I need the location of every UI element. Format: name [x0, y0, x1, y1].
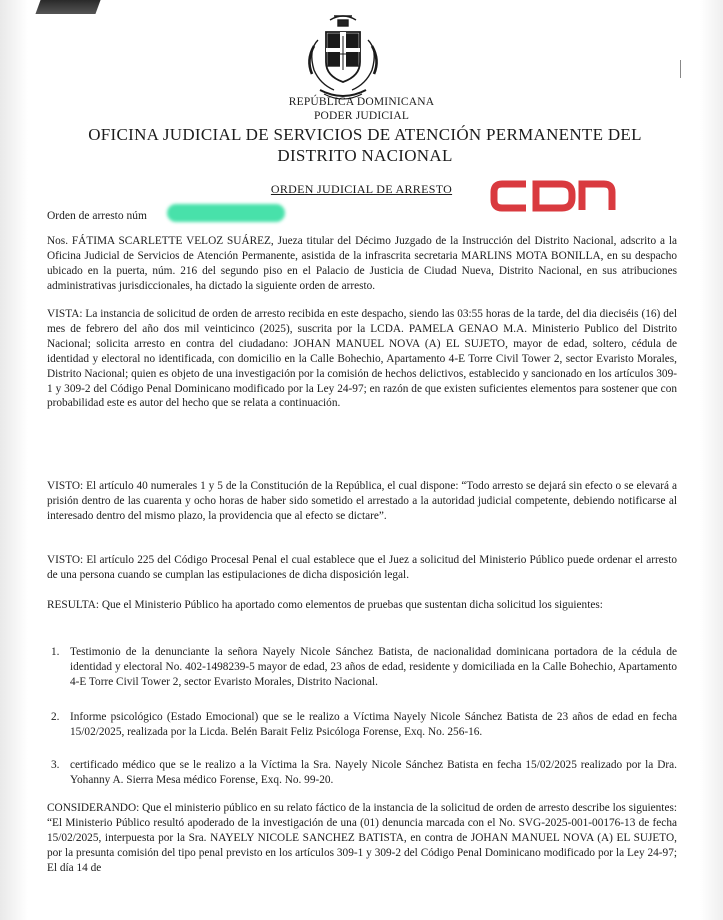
document-title: ORDEN JUDICIAL DE ARRESTO: [270, 182, 453, 196]
intro-paragraph: Nos. FÁTIMA SCARLETTE VELOZ SUÁREZ, Jueza titular del Décimo Juzgado de la Instrucción del Distrito Nacional, adscrito a la Oficina Judicial de Servicios de Atención Permanente, asistida de la infrascrita secretaria MARLINS MOTA BONILLA, en su despacho ubicado en la puerta, núm. 216 del segundo piso en el Palacio de Justicia de Ciudad Nueva, Distrito Nacional, en sus atribuciones administrativas jurisdiccionales, ha dictado la siguiente orden de arresto.: [47, 235, 677, 292]
republic-heading: REPÚBLICA DOMINICANA: [288, 96, 435, 108]
margin-mark: [680, 60, 681, 78]
resulta-paragraph: RESULTA: Que el Ministerio Público ha aportado como elementos de pruebas que sustentan dicha solicitud los siguientes:: [47, 599, 603, 611]
list-item-number: 3.: [51, 759, 60, 771]
list-item-text: Testimonio de la denunciante la señora Nayely Nicole Sánchez Batista, de nacionalidad dominicana portadora de la cédula de identidad y electoral No. 402-1498239-5 mayor de edad, 23 años de edad, residente y domiciliada en la Calle Bohechio, Apartamento 4-E Torre Civil Tower 2, sector Evaristo Morales, Distrito Nacional.: [70, 646, 677, 688]
office-heading: [40, 124, 690, 166]
order-number-label: Orden de arresto núm: [47, 210, 147, 222]
coat-of-arms-seal-icon: [300, 10, 386, 104]
office-heading-line1: OFICINA JUDICIAL DE SERVICIOS DE ATENCIÓN PERMANENTE DEL: [88, 125, 642, 144]
corner-mark: [35, 0, 100, 14]
list-item-text: certificado médico que se le realizo a la Víctima la Sra. Nayely Nicole Sánchez Batista en fecha 15/02/2025 realizado por la Dra. Yohanny A. Sierra Mesa médico Forense, Exq. No. 99-20.: [70, 759, 677, 786]
visto-procedural-paragraph: VISTO: El artículo 225 del Código Procesal Penal el cual establece que el Juez a solicitud del Ministerio Público puede ordenar el arresto de una persona cuando se cumplan las estipulaciones de dicha disposición legal.: [47, 554, 677, 581]
list-item-number: 2.: [51, 711, 60, 723]
list-item-text: Informe psicológico (Estado Emocional) que se le realizo a Víctima Nayely Nicole Sánchez Batista de 23 años de edad en fecha 15/02/2025, realizada por la Licda. Belén Barait Feliz Psicóloga Forense, Exq. No. 256-16.: [70, 711, 677, 738]
cdn-logo-icon: [488, 176, 620, 216]
list-item-number: 1.: [51, 646, 60, 658]
branch-heading: PODER JUDICIAL: [313, 110, 410, 122]
redaction-mark: [167, 204, 285, 222]
considerando-paragraph: CONSIDERANDO: Que el ministerio público en su relato fáctico de la instancia de la solicitud de orden de arresto describe los siguientes: “El Ministerio Público resultó apoderado de la investigación de una (01) denuncia marcada con el No. SVG-2025-001-00176-13 de fecha 15/02/2025, interpuesta por la Sra. NAYELY NICOLE SANCHEZ BATISTA, en contra de JOHAN MANUEL NOVA (A) EL SUJETO, por la presunta comisión del tipo penal previsto en los artículos 309-1 y 309-2 del Código Penal Dominicano modificado por la Ley 24-97; El día 14 de: [47, 802, 677, 874]
office-heading-line2: DISTRITO NACIONAL: [277, 146, 453, 165]
vista-paragraph: VISTA: La instancia de solicitud de orden de arresto recibida en este despacho, siendo las 03:55 horas de la tarde, del dia dieciséis (16) del mes de febrero del año dos mil veinticinco (2025), suscrita por la LCDA. PAMELA GENAO M.A. Ministerio Publico del Distrito Nacional; solicita arresto en contra del ciudadano: JOHAN MANUEL NOVA (A) EL SUJETO, mayor de edad, soltero, cédula de identidad y electoral no identificada, con domicilio en la Calle Bohechio, Apartamento 4-E Torre Civil Tower 2, sector Evaristo Morales, Distrito Nacional; quien es objeto de una investigación por la comisión de hechos delictivos, establecido y sancionado en los artículos 309-1 y 309-2 del Código Penal Dominicano modificado por la Ley 24-97; en razón de que existen suficientes elementos para sostener que con probabilidad este es autor del hecho que se relata a continuación.: [47, 308, 677, 410]
visto-constitution-paragraph: VISTO: El artículo 40 numerales 1 y 5 de la Constitución de la República, el cual dispone: “Todo arresto se dejará sin efecto o se elevará a prisión dentro de las cuarenta y ocho horas de haber sido sometido el arrestado a la autoridad judicial competente, debiendo notificarse al interesado dentro del mismo plazo, la providencia que al efecto se dictare”.: [47, 480, 677, 522]
